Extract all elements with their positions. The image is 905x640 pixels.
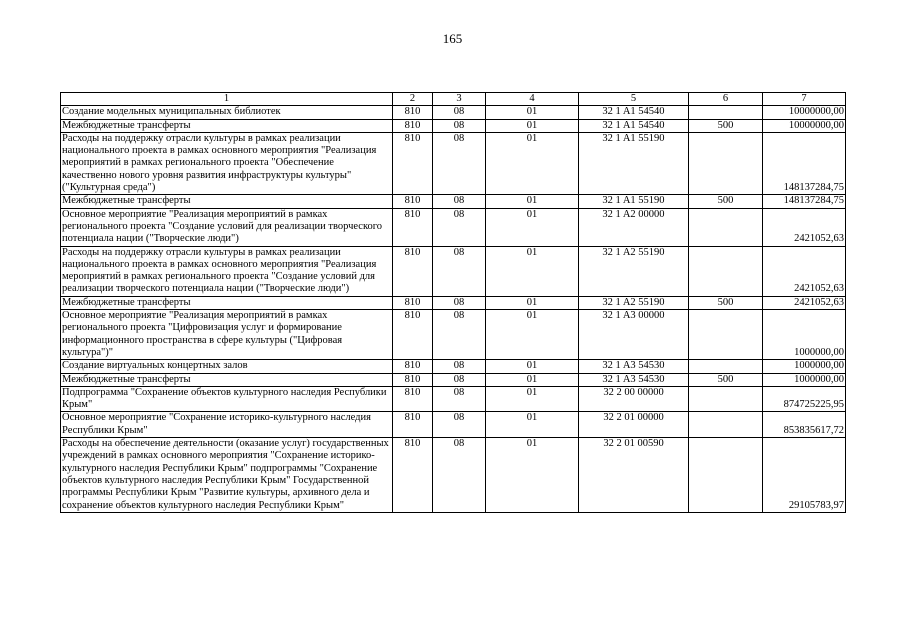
section-code-cell: 08 [433,208,486,246]
section-code-cell: 08 [433,195,486,208]
ministry-code-cell: 810 [393,106,433,119]
column-header: 3 [433,93,486,106]
target-article-cell: 32 1 A1 55190 [579,132,689,194]
table-row [61,119,846,132]
column-header: 2 [393,93,433,106]
target-article-cell: 32 1 A2 00000 [579,208,689,246]
target-article-cell: 32 1 A3 00000 [579,310,689,360]
table-row [61,360,846,373]
subsection-code-cell: 01 [486,208,579,246]
expense-type-cell [689,412,763,438]
row-name-cell: Основное мероприятие "Реализация мероприятий в рамках регионального проекта "Создание условий для реализации творческого потенциала нации ("Творческие люди") [61,208,393,246]
subsection-code-cell: 01 [486,373,579,386]
table-row [61,386,846,412]
budget-table [60,92,846,513]
row-name-cell: Межбюджетные трансферты [61,119,393,132]
expense-type-cell [689,106,763,119]
row-name-cell: Основное мероприятие "Реализация мероприятий в рамках регионального проекта "Цифровизация услуг и формирование информационного пространства в сфере культуры ("Цифровая культура")" [61,310,393,360]
expense-type-cell: 500 [689,296,763,309]
target-article-cell: 32 1 A1 54540 [579,106,689,119]
amount-cell: 1000000,00 [763,310,846,360]
subsection-code-cell: 01 [486,132,579,194]
subsection-code-cell: 01 [486,106,579,119]
amount-cell: 2421052,63 [763,246,846,296]
section-code-cell: 08 [433,438,486,513]
page-number: 165 [442,31,463,46]
target-article-cell: 32 2 01 00590 [579,438,689,513]
subsection-code-cell: 01 [486,386,579,412]
amount-cell: 148137284,75 [763,132,846,194]
target-article-cell: 32 1 A2 55190 [579,246,689,296]
ministry-code-cell: 810 [393,360,433,373]
row-name-cell: Создание модельных муниципальных библиотек [61,106,393,119]
row-name-cell: Межбюджетные трансферты [61,195,393,208]
section-code-cell: 08 [433,119,486,132]
target-article-cell: 32 1 A1 55190 [579,195,689,208]
target-article-cell: 32 1 A2 55190 [579,296,689,309]
expense-type-cell [689,208,763,246]
column-header: 4 [486,93,579,106]
expense-type-cell: 500 [689,119,763,132]
row-name-cell: Расходы на обеспечение деятельности (оказание услуг) государственных учреждений в рамках основного мероприятия "Сохранение историко-культурного наследия Республики Крым" подпрограммы "Сохранение объектов культурного наследия Республики Крым" Государственной программы Республики Крым "Развитие культуры, архивного дела и сохранение объектов культурного наследия Республики Крым" [61,438,393,513]
table-row [61,195,846,208]
row-name-cell: Создание виртуальных концертных залов [61,360,393,373]
subsection-code-cell: 01 [486,412,579,438]
table-row [61,310,846,360]
row-name-cell: Расходы на поддержку отрасли культуры в рамках реализации национального проекта в рамках основного мероприятия "Реализация мероприятий в рамках регионального проекта "Обеспечение качественно нового уровня развития инфраструктуры культуры" ("Культурная среда") [61,132,393,194]
ministry-code-cell: 810 [393,119,433,132]
subsection-code-cell: 01 [486,296,579,309]
row-name-cell: Межбюджетные трансферты [61,296,393,309]
ministry-code-cell: 810 [393,296,433,309]
section-code-cell: 08 [433,246,486,296]
subsection-code-cell: 01 [486,246,579,296]
amount-cell: 148137284,75 [763,195,846,208]
amount-cell: 2421052,63 [763,296,846,309]
ministry-code-cell: 810 [393,208,433,246]
amount-cell: 1000000,00 [763,373,846,386]
expense-type-cell [689,438,763,513]
column-number-row [61,93,846,106]
amount-cell: 29105783,97 [763,438,846,513]
subsection-code-cell: 01 [486,195,579,208]
expense-type-cell [689,132,763,194]
amount-cell: 2421052,63 [763,208,846,246]
target-article-cell: 32 1 A1 54540 [579,119,689,132]
section-code-cell: 08 [433,360,486,373]
target-article-cell: 32 2 00 00000 [579,386,689,412]
subsection-code-cell: 01 [486,119,579,132]
ministry-code-cell: 810 [393,195,433,208]
target-article-cell: 32 2 01 00000 [579,412,689,438]
table-row [61,246,846,296]
target-article-cell: 32 1 A3 54530 [579,360,689,373]
ministry-code-cell: 810 [393,132,433,194]
column-header: 6 [689,93,763,106]
column-header: 5 [579,93,689,106]
amount-cell: 853835617,72 [763,412,846,438]
table-row [61,106,846,119]
subsection-code-cell: 01 [486,360,579,373]
ministry-code-cell: 810 [393,412,433,438]
table-row [61,412,846,438]
section-code-cell: 08 [433,386,486,412]
ministry-code-cell: 810 [393,373,433,386]
section-code-cell: 08 [433,106,486,119]
table-row [61,296,846,309]
row-name-cell: Расходы на поддержку отрасли культуры в рамках реализации национального проекта в рамках основного мероприятия "Реализация мероприятий в рамках регионального проекта "Создание условий для реализации творческого потенциала нации ("Творческие люди") [61,246,393,296]
expense-type-cell: 500 [689,373,763,386]
ministry-code-cell: 810 [393,438,433,513]
expense-type-cell [689,360,763,373]
column-header: 1 [61,93,393,106]
amount-cell: 1000000,00 [763,360,846,373]
expense-type-cell [689,310,763,360]
table-row [61,132,846,194]
target-article-cell: 32 1 A3 54530 [579,373,689,386]
section-code-cell: 08 [433,132,486,194]
amount-cell: 10000000,00 [763,119,846,132]
row-name-cell: Межбюджетные трансферты [61,373,393,386]
section-code-cell: 08 [433,296,486,309]
table-row [61,373,846,386]
amount-cell: 874725225,95 [763,386,846,412]
expense-type-cell: 500 [689,195,763,208]
section-code-cell: 08 [433,310,486,360]
row-name-cell: Основное мероприятие "Сохранение историко-культурного наследия Республики Крым" [61,412,393,438]
row-name-cell: Подпрограмма "Сохранение объектов культурного наследия Республики Крым" [61,386,393,412]
table-row [61,208,846,246]
section-code-cell: 08 [433,412,486,438]
ministry-code-cell: 810 [393,310,433,360]
section-code-cell: 08 [433,373,486,386]
expense-type-cell [689,246,763,296]
subsection-code-cell: 01 [486,310,579,360]
column-header: 7 [763,93,846,106]
amount-cell: 10000000,00 [763,106,846,119]
table-row [61,438,846,513]
expense-type-cell [689,386,763,412]
ministry-code-cell: 810 [393,386,433,412]
subsection-code-cell: 01 [486,438,579,513]
ministry-code-cell: 810 [393,246,433,296]
